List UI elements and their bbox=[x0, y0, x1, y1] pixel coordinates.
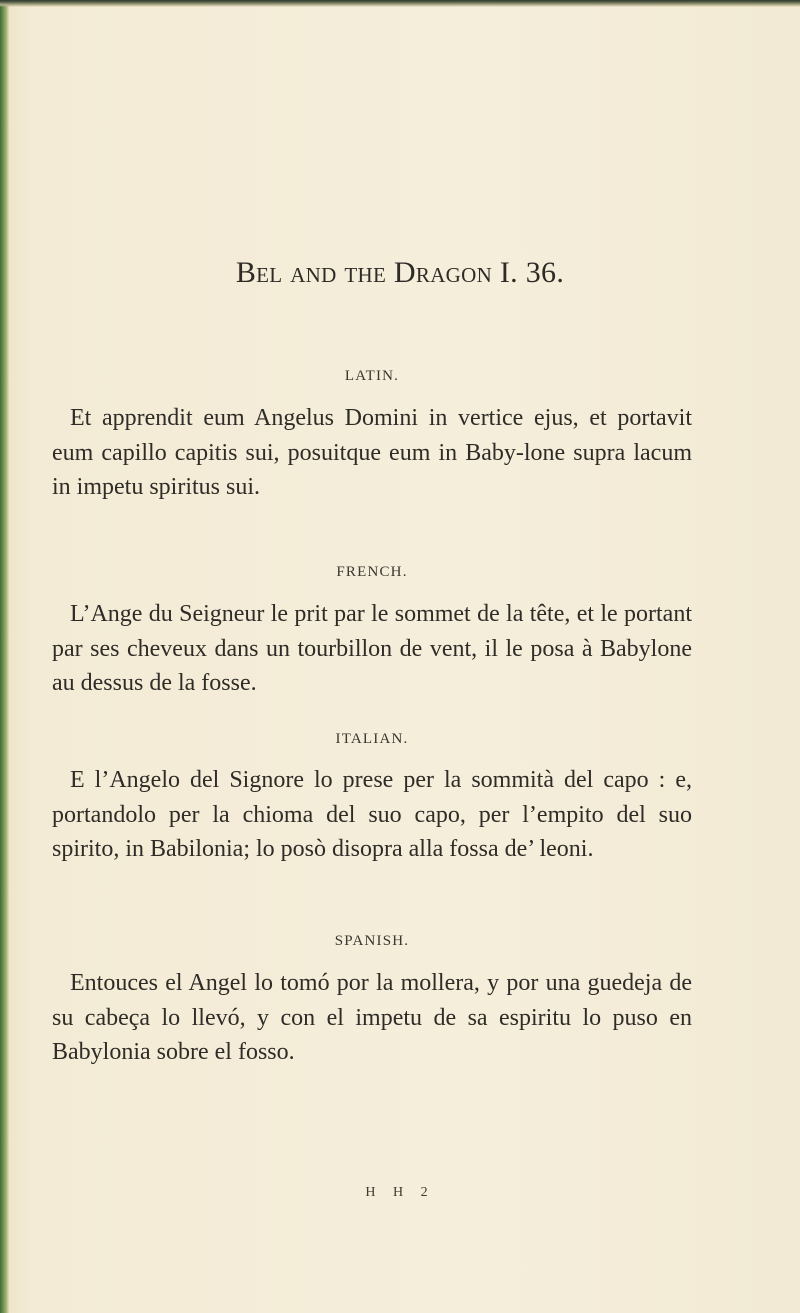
section-heading: ITALIAN. bbox=[335, 731, 409, 747]
section-heading: SPANISH. bbox=[334, 933, 410, 949]
page-top-edge bbox=[0, 0, 800, 7]
section-spanish bbox=[52, 933, 692, 1070]
section-text: Et apprendit eum Angelus Domini in vertice ejus, et portavit eum capillo capitis sui, posuitque eum in Baby-lone supra lacum in impetu spiritus sui. bbox=[52, 405, 692, 500]
section-italian bbox=[52, 731, 692, 867]
section-heading: FRENCH. bbox=[336, 564, 408, 580]
section-text: E l’Angelo del Signore lo prese per la sommità del capo : e, portandolo per la chioma del suo capo, per l’empito del suo spirito, in Babilonia; lo posò disopra alla fossa de’ leoni. bbox=[52, 767, 692, 862]
page-binding-edge bbox=[0, 0, 9, 1313]
section-latin bbox=[52, 368, 692, 505]
section-french bbox=[52, 564, 692, 701]
running-title: Bel and the Dragon I. 36. bbox=[235, 256, 565, 289]
section-text: L’Ange du Seigneur le prit par le sommet de la tête, et le portant par ses cheveux dans un tourbillon de vent, il le posa à Babylone au dessus de la fosse. bbox=[52, 601, 692, 696]
section-heading: LATIN. bbox=[344, 368, 400, 384]
signature-mark: H H 2 bbox=[365, 1185, 435, 1200]
section-text: Entouces el Angel lo tomó por la mollera, y por una guedeja de su cabeça lo llevó, y con el impetu de sa espiritu lo puso en Babylonia sobre el fosso. bbox=[52, 970, 692, 1065]
